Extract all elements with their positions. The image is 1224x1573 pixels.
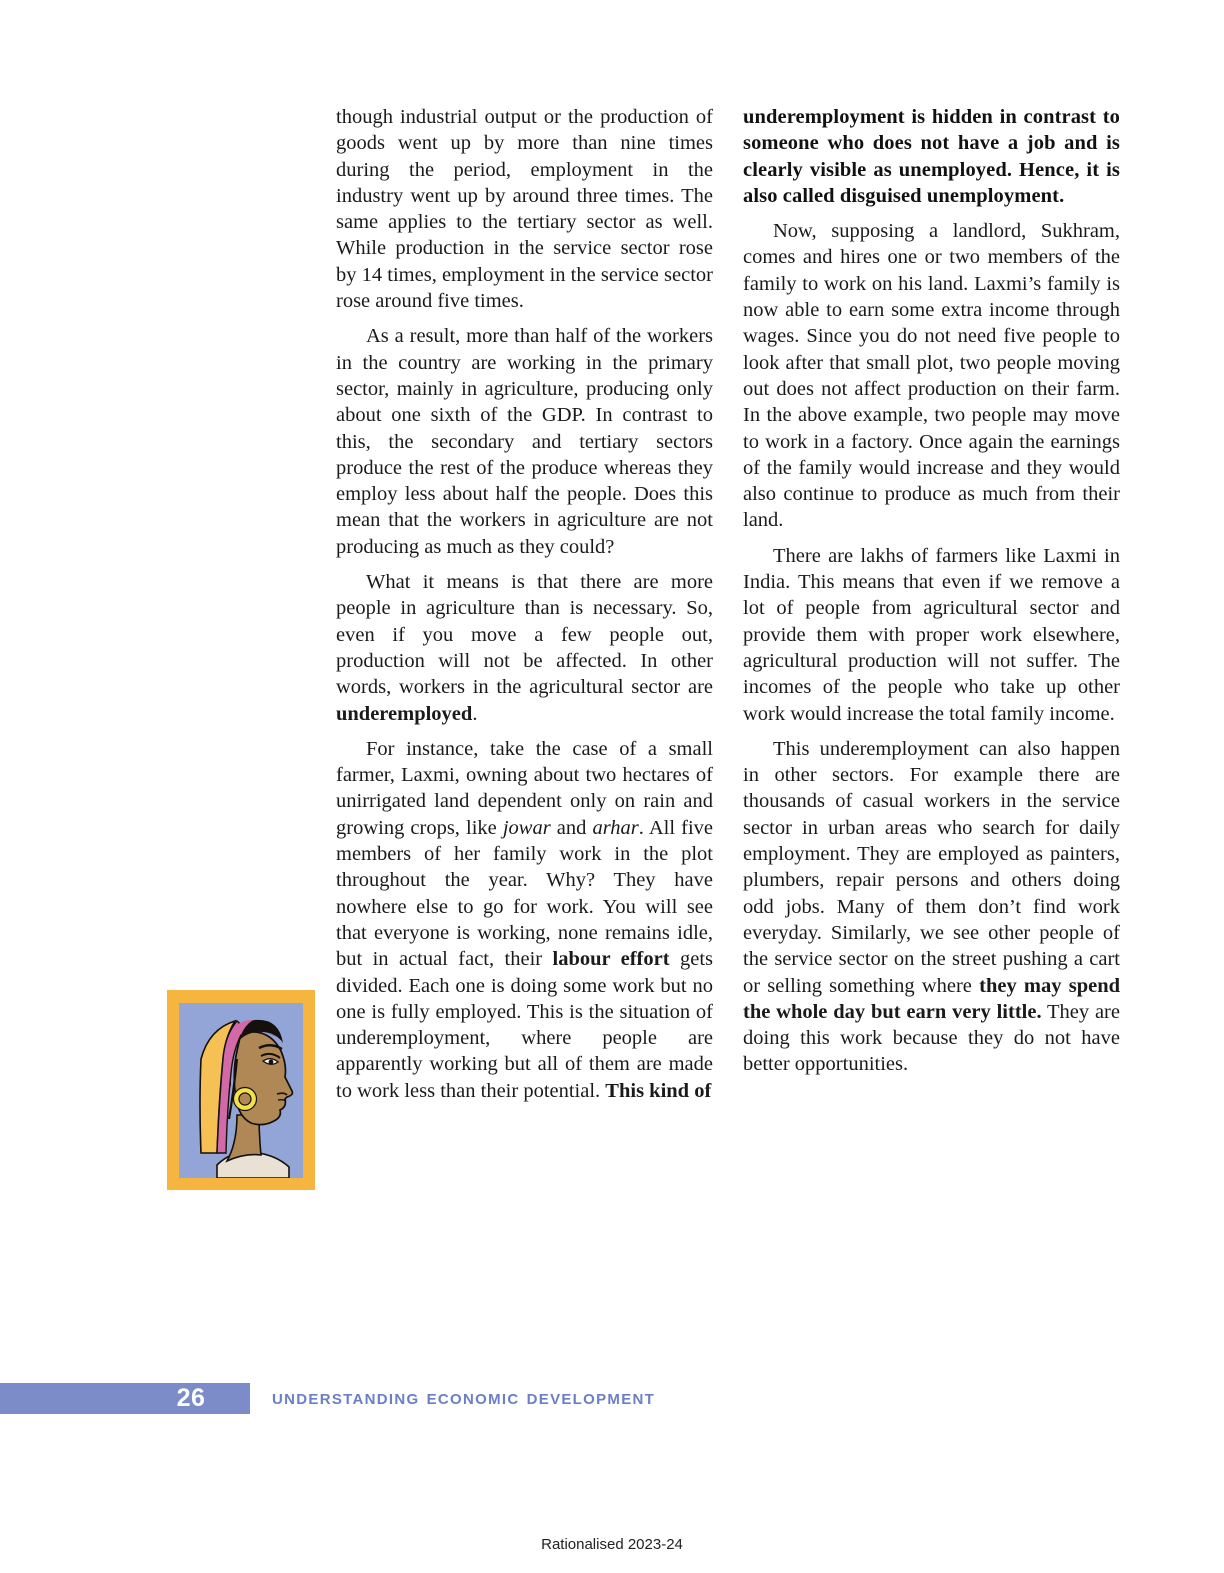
term-spend-whole-day-earn-very-little: they may spend the whole day but earn very little. [743, 974, 1121, 1023]
left-column [336, 104, 713, 1113]
illustration-frame [167, 990, 315, 1190]
paragraph-left-3-text-after: . [472, 702, 478, 725]
term-this-kind-of: This kind of [605, 1079, 712, 1102]
paragraph-right-3-seg-2: They are doing this work because they do not have better opportunities. [743, 1000, 1120, 1076]
paragraph-right-2: There are lakhs of farmers like Laxmi in India. This means that even if we remove a lot of people from agricultural sector and provide them with proper work elsewhere, agricultural production will not suffer. The incomes of the people who take up other work would increase the total family income. [743, 544, 1120, 725]
rationalised-note: Rationalised 2023-24 [541, 1536, 683, 1553]
portrait-of-woman-in-profile-icon [179, 1003, 303, 1178]
term-arhar: arhar [592, 816, 639, 839]
term-underemployed: underemployed [336, 702, 473, 725]
paragraph-left-4-seg-2: and [550, 816, 593, 839]
page-number: 26 [176, 1384, 206, 1412]
paragraph-right-3 [743, 736, 1120, 1078]
term-labour-effort: labour effort [552, 948, 670, 971]
paragraph-left-1: though industrial output or the production of goods went up by more than nine times during the period, employment in the industry went up by around three times. The same applies to the tertiary sector as well. While production in the service sector rose by 14 times, employment in the service sector rose around five times. [336, 106, 713, 313]
lead-bold-definition: underemployment is hidden in contrast to someone who does not have a job and is clearly visible as unemployed. Hence, it is also called disguised unemployment. [743, 106, 1120, 207]
paragraph-left-4-seg-1: For instance, take the case of a small farmer, Laxmi, owning about two hectares of unirrigated land dependent only on rain and growing crops, like [336, 737, 713, 839]
paragraph-left-4-seg-4: gets divided. Each one is doing some work but no one is fully employed. This is the situation of underemployment, where people are apparently working but all of them are made to work less than their potential. [336, 948, 713, 1102]
paragraph-left-3 [336, 569, 713, 727]
paragraph-right-3-seg-1: This underemployment can also happen in other sectors. For example there are thousands of casual workers in the service sector in urban areas who search for daily employment. They are employed as painters, plumbers, repair persons and others doing odd jobs. Many of them don’t find work everyday. Similarly, we see other people of the service sector on the street pushing a cart or selling something where [743, 737, 1120, 997]
paragraph-left-2: As a result, more than half of the workers in the country are working in the primary sector, mainly in agriculture, producing only about one sixth of the GDP. In contrast to this, the secondary and tertiary sectors produce the rest of the produce whereas they employ less about half the people. Does this mean that the workers in agriculture are not producing as much as they could? [336, 325, 713, 558]
illustration-canvas [179, 1003, 303, 1178]
two-column-body [336, 104, 1120, 1113]
right-column [743, 104, 1120, 1113]
paragraph-right-1: Now, supposing a landlord, Sukhram, comes and hires one or two members of the family to work on his land. Laxmi’s family is now able to earn some extra income through wages. Since you do not need five people to look after that small plot, two people moving out does not affect production on their farm. In the above example, two people may move to work in a factory. Once again the earnings of the family would increase and they would also continue to produce as much from their land. [743, 220, 1120, 532]
paragraph-left-4-seg-3: . All five members of her family work in the plot throughout the year. Why? They have nowhere else to go for work. You will see that everyone is working, none remains idle, but in actual fact, their [336, 816, 713, 971]
paragraph-left-4 [336, 736, 713, 1104]
footer-book-title: understanding economic development [272, 1386, 656, 1409]
term-jowar: jowar [502, 816, 551, 839]
paragraph-left-3-text-before: What it means is that there are more people in agriculture than is necessary. So, even if you move a few people out, production will not be affected. In other words, workers in the agricultural sector are [336, 571, 713, 699]
